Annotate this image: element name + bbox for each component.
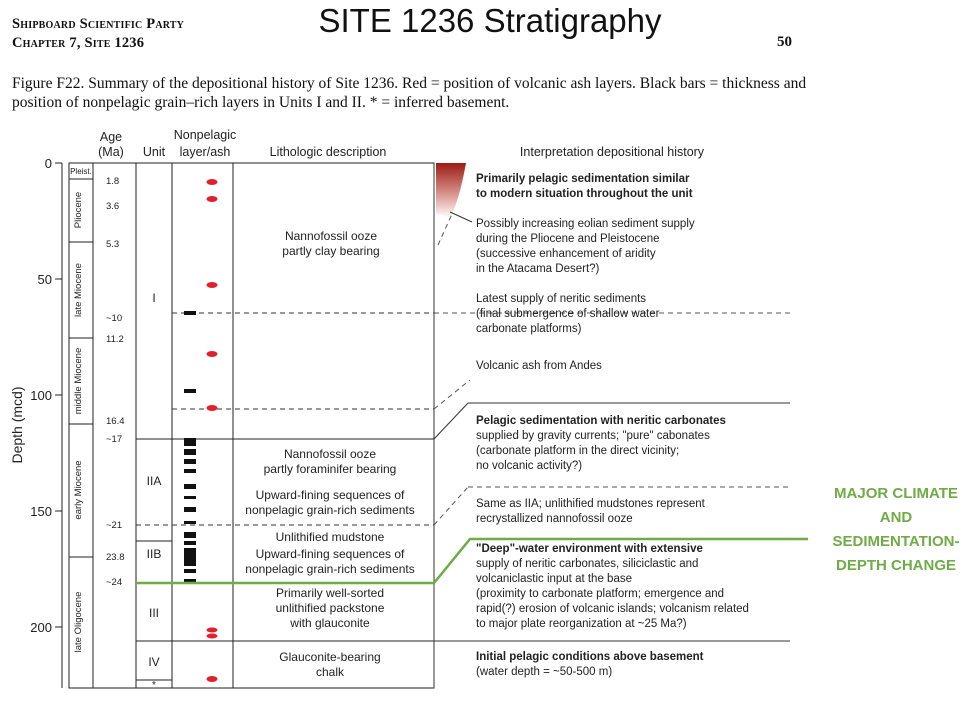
nonpelagic-bar (184, 521, 196, 524)
col-unit-header: Unit (142, 145, 166, 159)
interp-heading: to modern situation throughout the unit (476, 188, 693, 200)
ash-marker (207, 196, 218, 202)
interp-text: (water depth = ~50-500 m) (476, 666, 613, 678)
unit-label: III (148, 606, 160, 620)
epoch-label: Pleist. (70, 167, 92, 176)
nonpelagic-bar (184, 438, 196, 446)
interp-text: in the Atacama Desert?) (476, 263, 600, 275)
axis-tick-label: 0 (44, 156, 52, 171)
col-litho-header: Lithologic description (269, 145, 387, 159)
interp-text: (carbonate platform in the direct vicinity; (476, 445, 680, 457)
nonpelagic-bar (184, 311, 196, 315)
col-nonpelagic-header2: layer/ash (179, 145, 231, 159)
interp-text: no volcanic activity?) (476, 460, 583, 472)
interp-text: Same as IIA; unlithified mudstones represent (476, 498, 705, 510)
interp-text: Volcanic ash from Andes (476, 360, 602, 372)
interp-text: to major plate reorganization at ~25 Ma?) (476, 618, 687, 630)
unit-label: I (152, 291, 156, 305)
interp-text: during the Pliocene and Pleistocene (476, 233, 660, 245)
ash-marker (207, 628, 218, 633)
climate-change-line (136, 539, 808, 583)
epoch-label: middle Miocene (73, 347, 84, 415)
axis-tick-label: 100 (30, 388, 52, 403)
col-age-unit: (Ma) (98, 145, 124, 159)
litho-text: partly clay bearing (282, 244, 380, 258)
interp-text: (proximity to carbonate platform; emergence and (476, 588, 725, 600)
interp-text: (successive enhancement of aridity (476, 248, 656, 260)
litho-text: Upward-fining sequences of (255, 547, 405, 561)
litho-text: chalk (315, 665, 345, 679)
nonpelagic-bar (184, 469, 196, 473)
ash-marker (207, 351, 218, 357)
nonpelagic-bar (184, 569, 196, 573)
nonpelagic-bar (184, 532, 196, 538)
age-label: 5.3 (106, 239, 120, 250)
interp-heading: Initial pelagic conditions above basement (476, 651, 704, 663)
unit-label: IIA (146, 474, 162, 488)
litho-text: unlithified packstone (275, 601, 385, 615)
nonpelagic-bar (184, 449, 196, 455)
epoch-label: late Oligocene (73, 591, 84, 653)
unit-label: IV (148, 655, 160, 669)
nonpelagic-bar (184, 507, 196, 512)
interp-heading: "Deep"-water environment with extensive (476, 543, 703, 555)
ash-marker (207, 676, 218, 682)
page-number: 50 (777, 34, 792, 50)
age-label: 16.4 (106, 416, 125, 427)
depth-axis-label: Depth (mcd) (9, 386, 25, 464)
interp-text: volcaniclastic input at the base (476, 573, 632, 585)
interp-text: Possibly increasing eolian sediment supply (476, 218, 695, 230)
interp-text: supply of neritic carbonates, siliciclastic and (476, 558, 699, 570)
nonpelagic-bar (184, 548, 196, 566)
age-label: ~17 (106, 434, 123, 445)
litho-text: Glauconite-bearing (279, 650, 381, 664)
litho-text: with glauconite (290, 616, 370, 630)
age-label: 3.6 (106, 201, 120, 212)
age-label: ~24 (106, 577, 123, 588)
interp-text: supplied by gravity currents; "pure" cabonates (476, 430, 710, 442)
interp-text: carbonate platforms) (476, 323, 582, 335)
axis-tick-label: 50 (37, 272, 52, 287)
litho-text: Nannofossil ooze (284, 229, 378, 243)
litho-text: Primarily well-sorted (275, 586, 385, 600)
climate-change-annotation: MAJOR CLIMATE AND SEDIMENTATION-DEPTH CHANGE (832, 485, 960, 574)
litho-text: nonpelagic grain-rich sediments (245, 562, 415, 576)
col-age-header: Age (99, 130, 123, 144)
nonpelagic-bar (184, 389, 196, 393)
litho-text: Unlithified mudstone (275, 530, 385, 544)
ash-marker (207, 179, 218, 185)
nonpelagic-bar (184, 496, 196, 499)
figure-caption: Figure F22. Summary of the depositional history of Site 1236. Red = position of volcanic ash layers. Black bars = thickness and position of nonpelagic grain–rich layers in Units I and II. * = inferred basement. (12, 75, 807, 111)
epoch-label: late Miocene (73, 263, 84, 317)
running-header-title: Shipboard Scientific Party (12, 16, 185, 32)
interp-text: (final submergence of shallow water (476, 308, 660, 320)
unit-label: * (152, 680, 156, 691)
slide-title: SITE 1236 Stratigraphy (318, 2, 662, 39)
litho-text: nonpelagic grain-rich sediments (245, 503, 415, 517)
ash-marker (207, 405, 218, 411)
pelagic-gradient (436, 163, 466, 218)
unit-label: IIB (146, 547, 162, 561)
interp-text: rapid(?) erosion of volcanic islands; volcanism related (476, 603, 749, 615)
axis-tick-label: 150 (30, 504, 52, 519)
nonpelagic-bar (184, 541, 196, 545)
interp-heading: Primarily pelagic sedimentation similar (476, 173, 690, 185)
col-nonpelagic-header: Nonpelagic (173, 128, 237, 142)
col-interp-header: Interpretation depositional history (519, 145, 705, 159)
epoch-label: early Miocene (73, 460, 84, 520)
ash-marker (207, 634, 218, 639)
litho-text: Upward-fining sequences of (255, 488, 405, 502)
age-label: ~10 (106, 313, 123, 324)
litho-text: partly foraminifer bearing (263, 462, 397, 476)
age-label: 23.8 (106, 552, 125, 563)
ash-marker (207, 282, 218, 288)
interp-text: Latest supply of neritic sediments (476, 293, 647, 305)
age-label: 11.2 (106, 334, 124, 345)
interp-text: recrystallized nannofossil ooze (476, 513, 633, 525)
litho-text: Nannofossil ooze (283, 447, 377, 461)
age-label: 1.8 (106, 176, 120, 187)
age-label: ~21 (106, 520, 123, 531)
nonpelagic-bar (184, 484, 196, 489)
interp-heading: Pelagic sedimentation with neritic carbonates (476, 415, 726, 427)
running-header-chapter: Chapter 7, Site 1236 (12, 35, 145, 51)
nonpelagic-bar (184, 459, 196, 464)
epoch-label: Pliocene (73, 191, 84, 229)
axis-tick-label: 200 (30, 620, 52, 635)
